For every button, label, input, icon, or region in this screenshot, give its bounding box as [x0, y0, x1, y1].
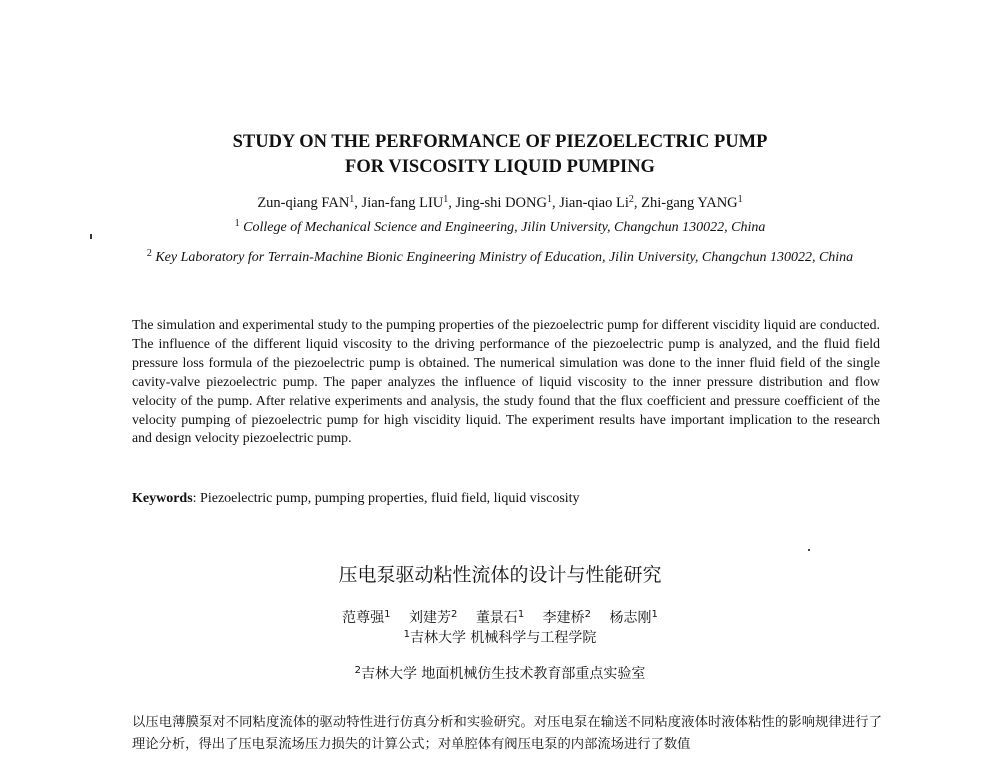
abstract: The simulation and experimental study to the pumping properties of the piezoelectric pump for different viscidity liquid are conducted. The influence of the different liquid viscosity to the driving performance of the piezoelectric pump is analyzed, and the fluid field pressure loss formula of the piezoelectric pump is obtained. The numerical simulation was done to the inner fluid field of the single cavity-valve piezoelectric pump. The paper analyzes the influence of liquid viscosity to the inner pressure distribution and flow velocity of the pump. After relative experiments and analysis, the study found that the flux coefficient and pressure coefficient of the velocity pumping of piezoelectric pump for high viscidity liquid. The experiment results have important implication to the research and design velocity piezoelectric pump.: [132, 317, 880, 446]
title-line-2: FOR VISCOSITY LIQUID PUMPING: [345, 157, 655, 177]
scan-mark: [808, 549, 810, 551]
cn-affiliation-2: $^2$吉林大学 地面机械仿生技术教育部重点实验室: [354, 665, 646, 682]
cn-author: 刘建芳$^2$: [408, 609, 458, 626]
cn-affiliation-1: $^1$吉林大学 机械科学与工程学院: [403, 629, 597, 646]
title-line-1: STUDY ON THE PERFORMANCE OF PIEZOELECTRIC PUMP: [232, 132, 768, 152]
cn-title: 压电泵驱动粘性流体的设计与性能研究: [338, 564, 662, 586]
paper-title: [0, 130, 1000, 180]
author-list: [0, 193, 1000, 213]
author: Jian-qiao Li$^2$,: [559, 194, 642, 211]
author: Zun-qiang FAN$^1$,: [257, 194, 362, 211]
cn-author: 董景石$^1$: [475, 609, 525, 626]
keywords-label: Keywords: [132, 491, 193, 506]
cn-author: 李建桥$^2$: [542, 609, 592, 626]
affiliation-2: $^2$ Key Laboratory for Terrain-Machine Bionic Engineering Ministry of Education, Jilin University, Changchun 130022, China: [146, 248, 854, 265]
cn-abstract: 以压电薄膜泵对不同粘度流体的驱动特性进行仿真分析和实验研究。对压电泵在输送不同粘度液体时液体粘性的影响规律进行了理论分析，得出了压电泵流场压力损失的计算公式；对单腔体有阀压电泵的内部流场进行了数值: [132, 715, 882, 752]
cn-author-list: [0, 608, 1000, 628]
keywords-text: : Piezoelectric pump, pumping properties, fluid field, liquid viscosity: [192, 491, 580, 506]
author: Jian-fang LIU$^1$,: [361, 194, 456, 211]
affiliation-1: $^1$ College of Mechanical Science and Engineering, Jilin University, Changchun 130022, China: [234, 218, 766, 235]
cn-author: 杨志刚$^1$: [609, 609, 658, 626]
cn-author: 范尊强$^1$: [342, 609, 391, 626]
keywords: [132, 489, 880, 509]
author: Zhi-gang YANG$^1$: [641, 194, 743, 211]
author: Jing-shi DONG$^1$,: [455, 194, 560, 211]
